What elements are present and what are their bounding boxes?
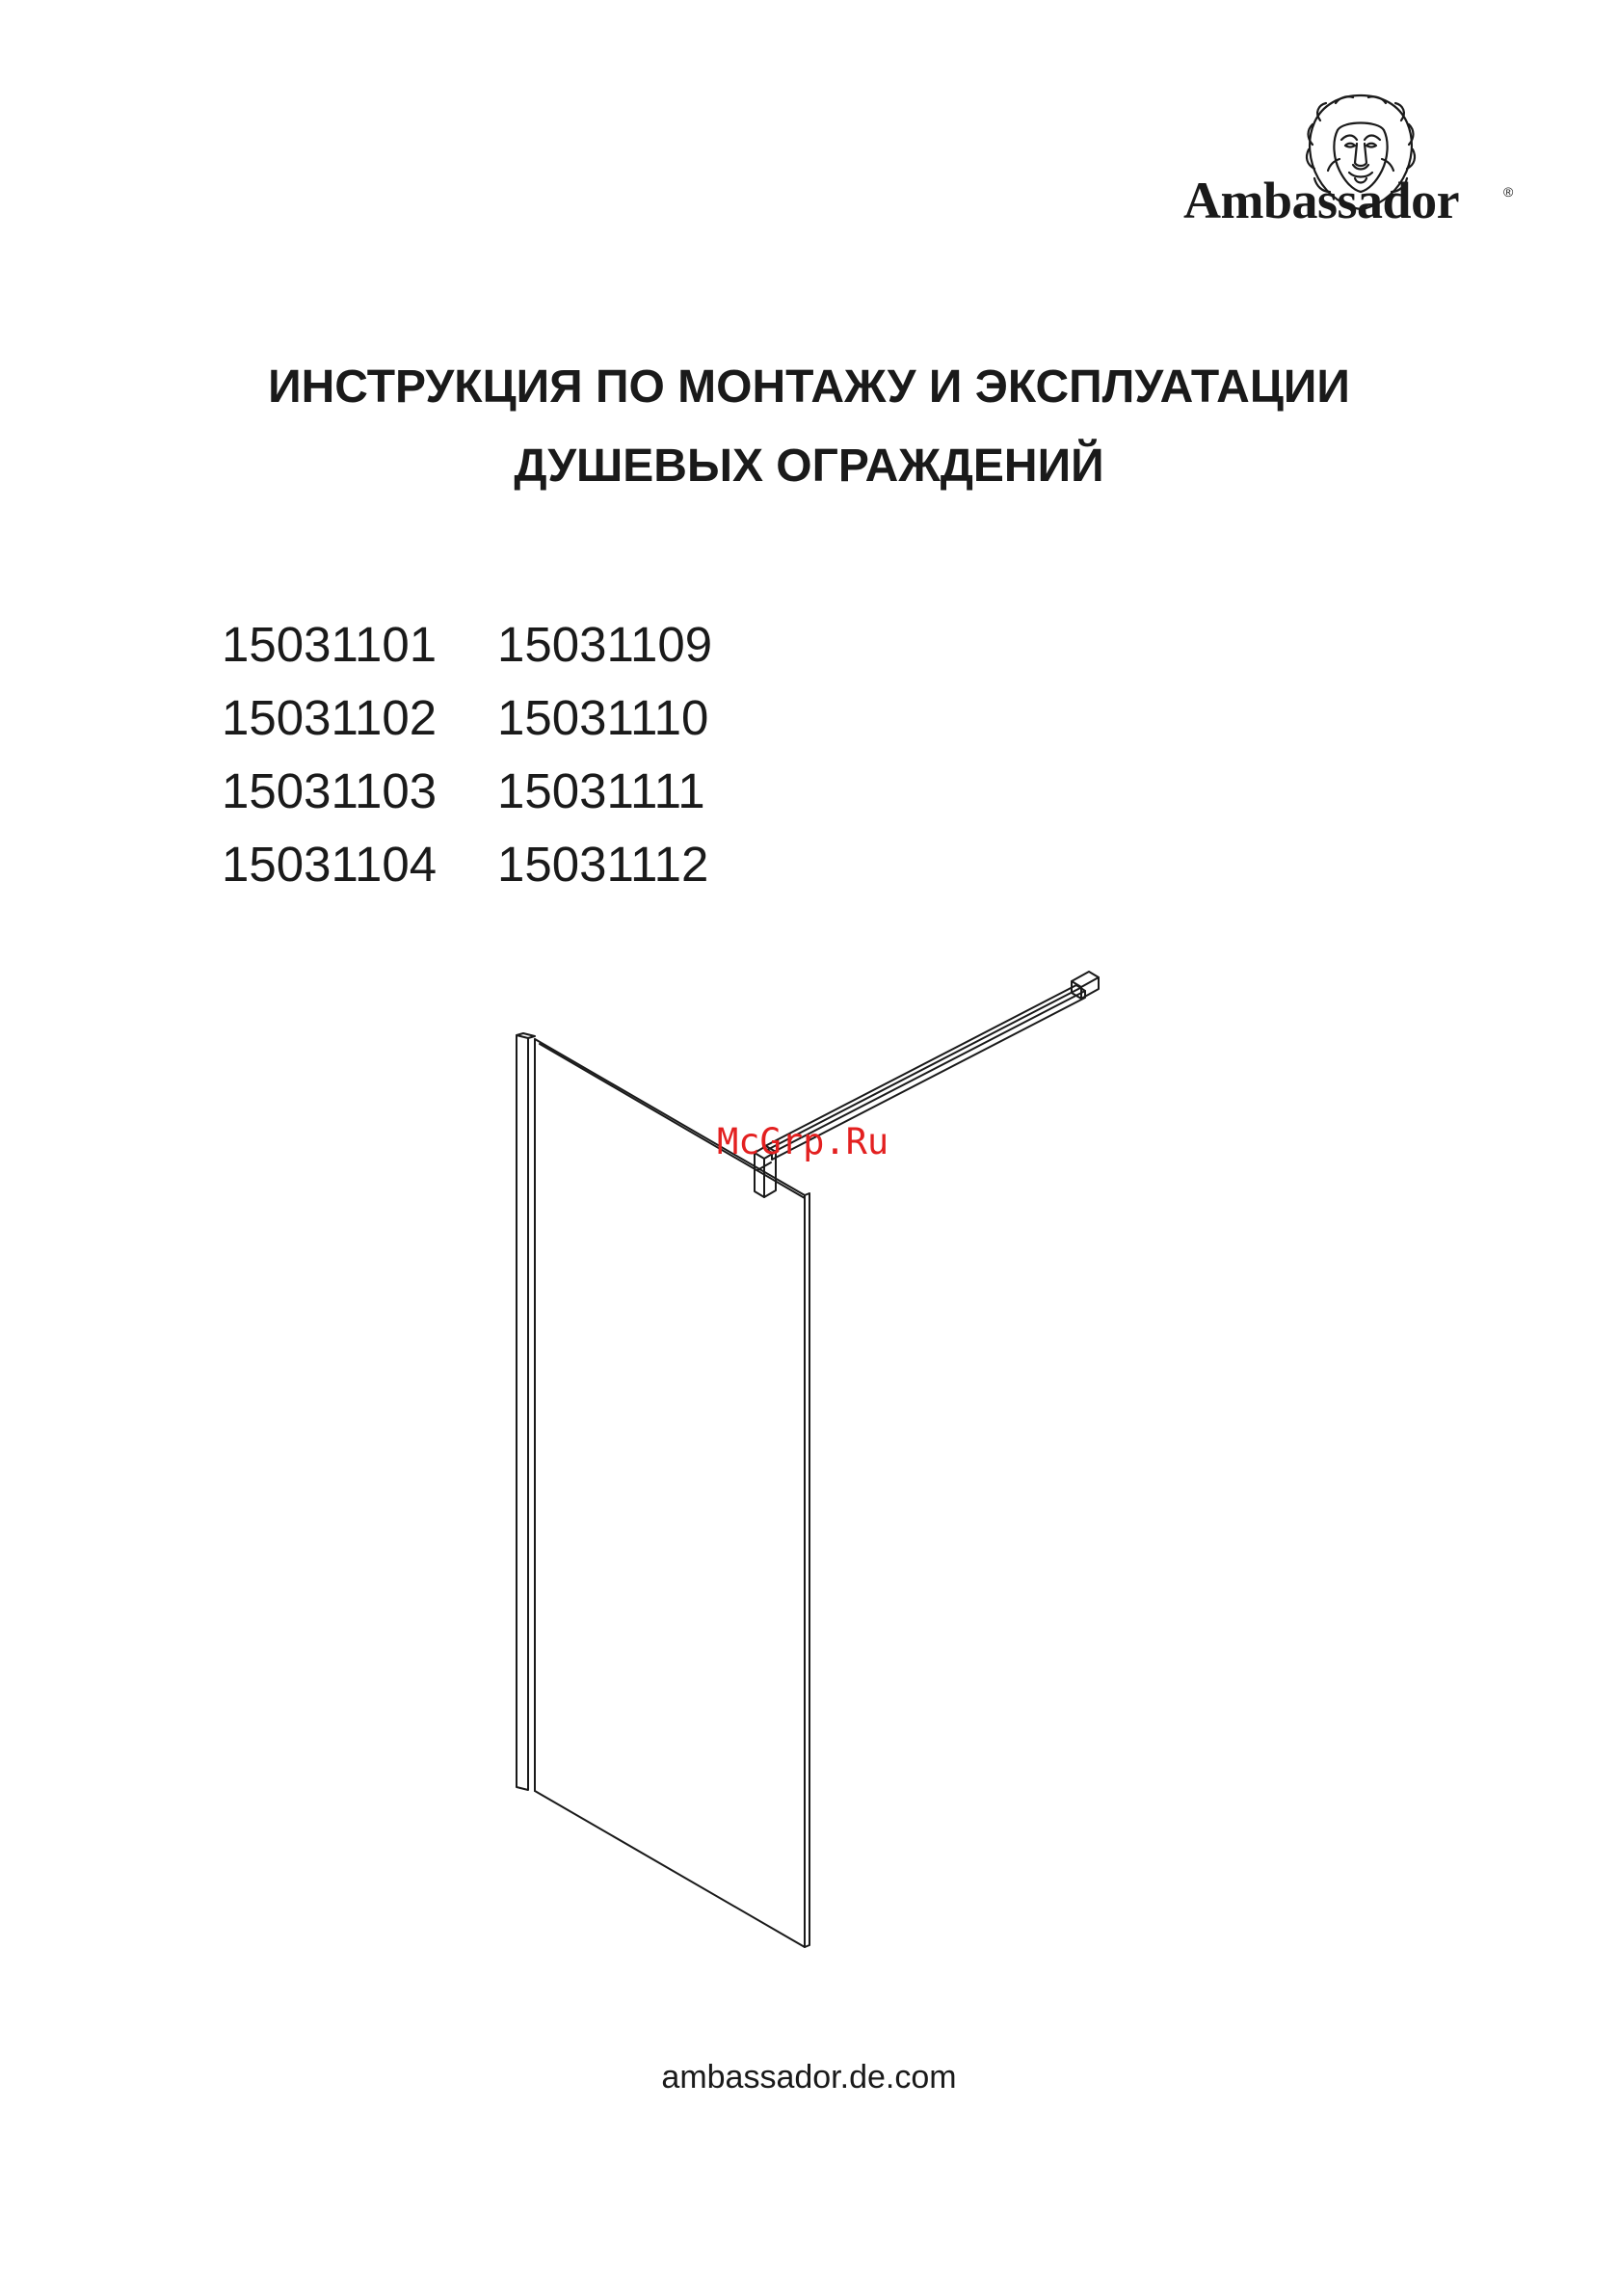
page-title-line-1: ИНСТРУКЦИЯ ПО МОНТАЖУ И ЭКСПЛУАТАЦИИ — [268, 361, 1350, 413]
model-number: 15031101 — [222, 617, 438, 672]
brand-wordmark: Ambassador — [1183, 172, 1460, 229]
footer-website-url: ambassador.de.com — [661, 2059, 957, 2096]
model-number: 15031103 — [222, 763, 438, 818]
model-number: 15031112 — [497, 837, 709, 892]
model-number: 15031109 — [497, 617, 713, 672]
watermark-text: McGrp.Ru — [717, 1121, 889, 1162]
registered-mark: ® — [1503, 184, 1514, 200]
model-number: 15031102 — [222, 690, 438, 745]
model-number: 15031110 — [497, 690, 709, 745]
page-title-line-2: ДУШЕВЫХ ОГРАЖДЕНИЙ — [514, 441, 1104, 492]
model-number: 15031104 — [222, 837, 438, 892]
model-number: 15031111 — [497, 763, 705, 818]
